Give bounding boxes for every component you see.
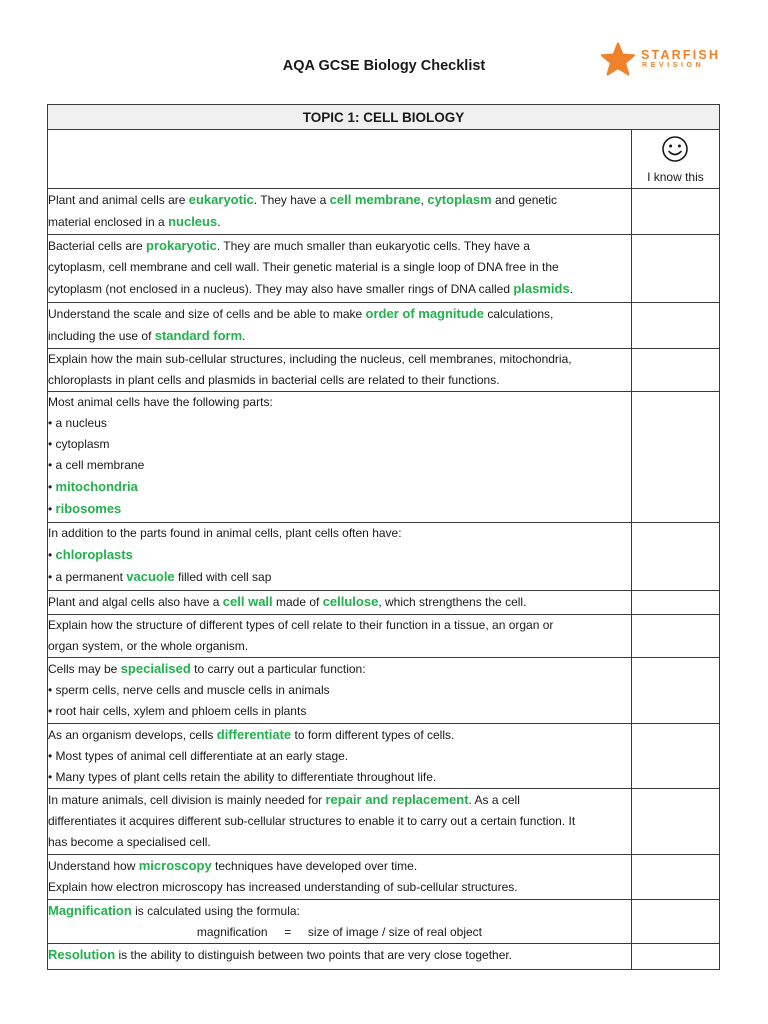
text-fragment: Plant and algal cells also have a [48,595,223,609]
text-fragment: Most animal cells have the following parts: [48,395,273,409]
text-fragment: • a permanent [48,570,127,584]
requirement-line [48,349,631,370]
text-fragment: • [48,548,56,562]
text-fragment: magnification = size of image / size of real object [196,925,482,939]
text-fragment: • a cell membrane [48,458,145,472]
text-fragment: • cytoplasm [48,437,110,451]
keyword: prokaryotic [146,238,217,253]
keyword: cellulose [322,594,379,609]
requirement-line [48,303,631,325]
keyword: vacuole [126,569,175,584]
keyword: mitochondria [55,479,138,494]
keyword: order of magnitude [365,306,484,321]
requirement-text [48,900,632,944]
text-fragment: to carry out a particular function: [190,662,366,676]
keyword: Magnification [48,903,132,918]
text-fragment: Explain how electron microscopy has increased understanding of sub-cellular structures. [48,880,518,894]
keyword: ribosomes [55,501,122,516]
text-fragment: . They are much smaller than eukaryotic cells. They have a [216,239,530,253]
text-fragment: is calculated using the formula: [131,904,300,918]
text-fragment: • [48,502,56,516]
checklist-row [48,392,720,523]
checklist-row [48,189,720,235]
know-this-checkbox-cell[interactable] [631,591,719,615]
text-fragment: has become a specialised cell. [48,835,211,849]
text-fragment: techniques have developed over time. [211,859,418,873]
checklist-row [48,724,720,789]
logo-word-starfish: STARFISH [641,48,721,62]
know-this-checkbox-cell[interactable] [631,615,719,658]
requirement-line [48,615,631,636]
keyword: chloroplasts [55,547,133,562]
text-fragment: , [420,193,428,207]
keyword: cell membrane [329,192,421,207]
know-this-label: I know this [647,170,704,184]
checklist-row [48,349,720,392]
requirement-text [48,944,632,970]
requirement-line [48,566,631,588]
requirement-line [48,746,631,767]
know-this-checkbox-cell[interactable] [631,789,719,855]
requirement-text [48,235,632,303]
text-fragment: • a nucleus [48,416,107,430]
text-fragment: calculations, [483,307,554,321]
keyword: Resolution [48,947,116,962]
requirement-line [48,591,631,613]
requirement-text [48,724,632,789]
topic-heading: TOPIC 1: CELL BIOLOGY [48,105,720,130]
requirement-line [48,434,631,455]
requirement-line [48,257,631,278]
keyword: plasmids [513,281,570,296]
requirement-line [48,523,631,544]
know-this-checkbox-cell[interactable] [631,392,719,523]
text-fragment: As an organism develops, cells [48,728,217,742]
checklist-row [48,900,720,944]
text-fragment: filled with cell sap [174,570,272,584]
text-fragment: made of [272,595,323,609]
requirement-text [48,392,632,523]
requirement-line [48,455,631,476]
keyword: eukaryotic [188,192,254,207]
keyword: differentiate [216,727,292,742]
requirement-line [48,325,631,347]
keyword: specialised [120,661,191,676]
requirement-text [48,658,632,724]
know-this-checkbox-cell[interactable] [631,724,719,789]
requirement-text [48,523,632,591]
text-fragment: • root hair cells, xylem and phloem cells in plants [48,704,307,718]
requirement-line [48,413,631,434]
requirement-text [48,615,632,658]
requirement-text [48,303,632,349]
text-fragment: • sperm cells, nerve cells and muscle cells in animals [48,683,330,697]
text-fragment: chloroplasts in plant cells and plasmids in bacterial cells are related to their functions. [48,373,500,387]
text-fragment: . [569,282,574,296]
requirement-text [48,789,632,855]
text-fragment: • Many types of plant cells retain the ability to differentiate throughout life. [48,770,437,784]
know-this-checkbox-cell[interactable] [631,189,719,235]
requirement-line [48,944,631,966]
text-fragment: . They have a [253,193,330,207]
requirement-line [48,370,631,391]
requirement-line [48,877,631,898]
header-empty-cell [48,130,632,189]
text-fragment: . As a cell [468,793,520,807]
know-this-checkbox-cell[interactable] [631,658,719,724]
text-fragment: In addition to the parts found in animal cells, plant cells often have: [48,526,402,540]
requirement-line [48,392,631,413]
text-fragment: , which strengthens the cell. [378,595,527,609]
requirement-line [48,767,631,788]
requirement-line [48,544,631,566]
checklist-row [48,591,720,615]
requirement-line [48,278,631,300]
know-this-header [631,130,719,189]
requirement-line [48,855,631,877]
text-fragment: Plant and animal cells are [48,193,189,207]
starfish-icon [600,42,636,78]
requirement-line [48,211,631,233]
requirement-line [48,701,631,722]
smiley-icon [661,135,689,163]
know-this-checkbox-cell[interactable] [631,349,719,392]
keyword: repair and replacement [325,792,469,807]
starfish-revision-logo [600,42,730,78]
page-title: AQA GCSE Biology Checklist [282,58,486,74]
requirement-text [48,189,632,235]
text-fragment: organ system, or the whole organism. [48,639,249,653]
requirement-line [48,189,631,211]
checklist-row [48,855,720,900]
text-fragment: and genetic [491,193,558,207]
text-fragment: including the use of [48,329,155,343]
requirement-line [48,789,631,811]
text-fragment: Cells may be [48,662,121,676]
checklist-row [48,303,720,349]
checklist-rows [48,189,720,970]
logo-word-revision: REVISION [642,62,705,69]
checklist-row [48,615,720,658]
know-this-checkbox-cell[interactable] [631,855,719,900]
requirement-line [48,636,631,657]
keyword: cytoplasm [427,192,492,207]
requirement-line [48,235,631,257]
text-fragment: Understand how [48,859,139,873]
checklist-row [48,235,720,303]
text-fragment: Explain how the structure of different types of cell relate to their function in a tissue, an organ or [48,618,554,632]
requirement-text [48,855,632,900]
text-fragment: Bacterial cells are [48,239,147,253]
text-fragment: differentiates it acquires different sub-cellular structures to enable it to carry out a certain function. It [48,814,576,828]
text-fragment: cytoplasm (not enclosed in a nucleus). They may also have smaller rings of DNA called [48,282,514,296]
requirement-text [48,591,632,615]
requirement-line [48,900,631,922]
text-fragment: • [48,480,56,494]
know-this-checkbox-cell[interactable] [631,900,719,944]
requirement-line [48,476,631,498]
know-this-checkbox-cell[interactable] [631,944,719,970]
text-fragment: In mature animals, cell division is mainly needed for [48,793,326,807]
text-fragment: Explain how the main sub-cellular structures, including the nucleus, cell membranes, mitochondria, [48,352,572,366]
requirement-text [48,349,632,392]
keyword: nucleus [168,214,218,229]
requirement-line [48,832,631,853]
text-fragment: . [217,215,221,229]
checklist-row [48,523,720,591]
text-fragment: is the ability to distinguish between two points that are very close together. [115,948,513,962]
requirement-line [48,724,631,746]
checklist-row [48,658,720,724]
requirement-line [48,498,631,520]
text-fragment: Understand the scale and size of cells and be able to make [48,307,366,321]
text-fragment: cytoplasm, cell membrane and cell wall. Their genetic material is a single loop of DNA free in the [48,260,559,274]
text-fragment: . [242,329,246,343]
know-this-checkbox-cell[interactable] [631,235,719,303]
keyword: cell wall [222,594,273,609]
know-this-checkbox-cell[interactable] [631,523,719,591]
text-fragment: to form different types of cells. [291,728,455,742]
keyword: standard form [154,328,243,343]
keyword: microscopy [138,858,212,873]
requirement-line [48,811,631,832]
text-fragment: • Most types of animal cell differentiate at an early stage. [48,749,349,763]
text-fragment: material enclosed in a [48,215,169,229]
know-this-checkbox-cell[interactable] [631,303,719,349]
checklist-table [47,104,720,970]
requirement-line [48,680,631,701]
requirement-line [48,658,631,680]
requirement-line [48,922,631,943]
checklist-row [48,944,720,970]
checklist-row [48,789,720,855]
